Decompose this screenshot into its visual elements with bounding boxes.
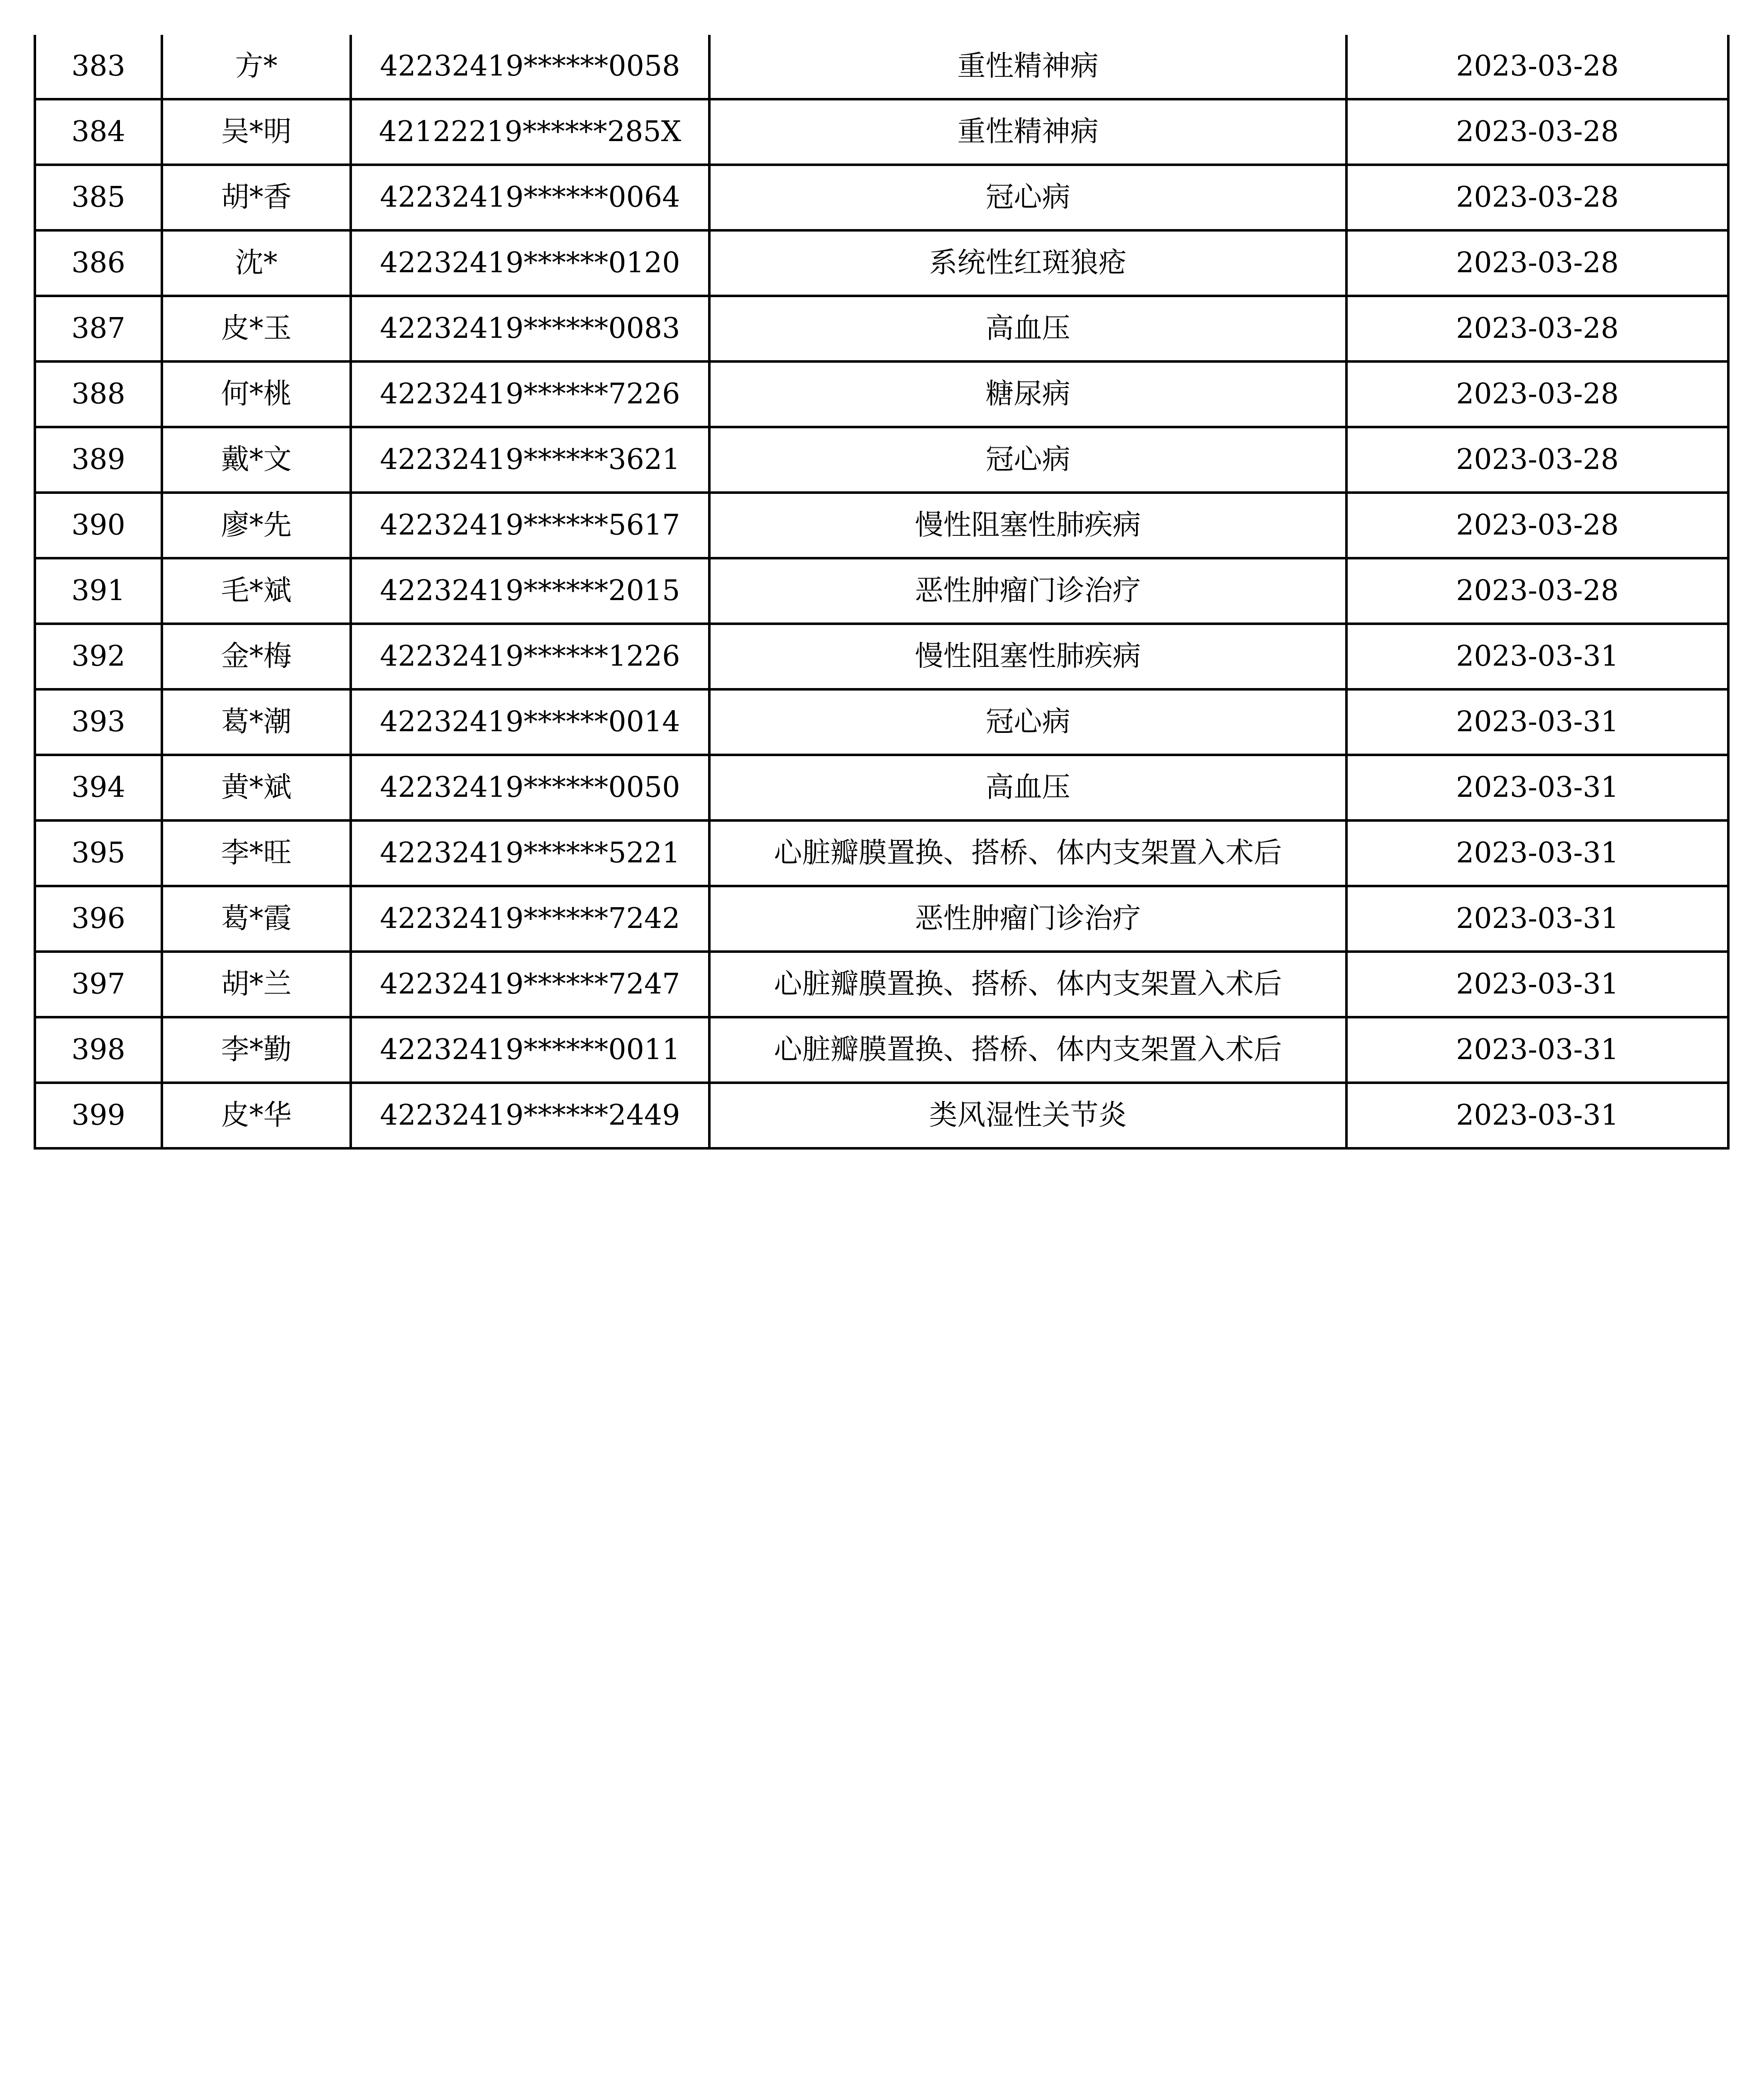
row-id-number-cell: 42232419******0064 — [351, 165, 709, 230]
records-table — [34, 35, 1730, 1150]
row-seq-cell: 397 — [35, 952, 162, 1017]
row-seq-cell: 393 — [35, 689, 162, 755]
table-row — [35, 493, 1728, 558]
table-row — [35, 624, 1728, 689]
row-name-cell: 葛*潮 — [162, 689, 351, 755]
row-id-number-cell: 42232419******7242 — [351, 886, 709, 952]
row-id-number-cell: 42232419******0120 — [351, 230, 709, 296]
row-seq-cell: 389 — [35, 427, 162, 493]
table-row — [35, 296, 1728, 361]
row-date-cell: 2023-03-28 — [1346, 493, 1728, 558]
row-seq-cell: 385 — [35, 165, 162, 230]
row-name-cell: 何*桃 — [162, 361, 351, 427]
row-date-cell: 2023-03-28 — [1346, 361, 1728, 427]
row-name-cell: 李*旺 — [162, 820, 351, 886]
table-row — [35, 820, 1728, 886]
table-row — [35, 427, 1728, 493]
row-disease-cell: 心脏瓣膜置换、搭桥、体内支架置入术后 — [709, 1017, 1346, 1083]
table-row — [35, 99, 1728, 165]
table-row — [35, 755, 1728, 820]
row-name-cell: 葛*霞 — [162, 886, 351, 952]
row-id-number-cell: 42232419******7226 — [351, 361, 709, 427]
table-row — [35, 1083, 1728, 1148]
row-name-cell: 方* — [162, 35, 351, 99]
row-name-cell: 戴*文 — [162, 427, 351, 493]
row-disease-cell: 高血压 — [709, 755, 1346, 820]
row-date-cell: 2023-03-31 — [1346, 952, 1728, 1017]
row-disease-cell: 恶性肿瘤门诊治疗 — [709, 558, 1346, 624]
row-id-number-cell: 42232419******3621 — [351, 427, 709, 493]
row-id-number-cell: 42232419******0014 — [351, 689, 709, 755]
row-id-number-cell: 42232419******2449 — [351, 1083, 709, 1148]
row-seq-cell: 395 — [35, 820, 162, 886]
row-id-number-cell: 42122219******285X — [351, 99, 709, 165]
row-name-cell: 沈* — [162, 230, 351, 296]
row-seq-cell: 386 — [35, 230, 162, 296]
table-row — [35, 230, 1728, 296]
row-name-cell: 皮*华 — [162, 1083, 351, 1148]
records-table-body — [35, 35, 1728, 1148]
table-row — [35, 558, 1728, 624]
row-disease-cell: 冠心病 — [709, 427, 1346, 493]
row-date-cell: 2023-03-28 — [1346, 99, 1728, 165]
row-id-number-cell: 42232419******0050 — [351, 755, 709, 820]
row-date-cell: 2023-03-31 — [1346, 1083, 1728, 1148]
table-row — [35, 165, 1728, 230]
row-disease-cell: 恶性肿瘤门诊治疗 — [709, 886, 1346, 952]
row-id-number-cell: 42232419******1226 — [351, 624, 709, 689]
row-seq-cell: 399 — [35, 1083, 162, 1148]
row-date-cell: 2023-03-31 — [1346, 820, 1728, 886]
row-disease-cell: 糖尿病 — [709, 361, 1346, 427]
row-id-number-cell: 42232419******0011 — [351, 1017, 709, 1083]
row-seq-cell: 394 — [35, 755, 162, 820]
row-disease-cell: 慢性阻塞性肺疾病 — [709, 493, 1346, 558]
row-date-cell: 2023-03-31 — [1346, 886, 1728, 952]
row-name-cell: 胡*兰 — [162, 952, 351, 1017]
row-id-number-cell: 42232419******2015 — [351, 558, 709, 624]
row-disease-cell: 重性精神病 — [709, 35, 1346, 99]
row-name-cell: 李*勤 — [162, 1017, 351, 1083]
row-date-cell: 2023-03-28 — [1346, 558, 1728, 624]
row-seq-cell: 384 — [35, 99, 162, 165]
row-disease-cell: 心脏瓣膜置换、搭桥、体内支架置入术后 — [709, 952, 1346, 1017]
row-seq-cell: 387 — [35, 296, 162, 361]
row-name-cell: 皮*玉 — [162, 296, 351, 361]
table-row — [35, 35, 1728, 99]
row-date-cell: 2023-03-28 — [1346, 165, 1728, 230]
row-name-cell: 毛*斌 — [162, 558, 351, 624]
row-seq-cell: 391 — [35, 558, 162, 624]
row-id-number-cell: 42232419******5617 — [351, 493, 709, 558]
row-id-number-cell: 42232419******0083 — [351, 296, 709, 361]
row-name-cell: 胡*香 — [162, 165, 351, 230]
row-date-cell: 2023-03-28 — [1346, 230, 1728, 296]
row-id-number-cell: 42232419******7247 — [351, 952, 709, 1017]
row-disease-cell: 系统性红斑狼疮 — [709, 230, 1346, 296]
row-seq-cell: 396 — [35, 886, 162, 952]
row-name-cell: 金*梅 — [162, 624, 351, 689]
row-seq-cell: 392 — [35, 624, 162, 689]
row-id-number-cell: 42232419******5221 — [351, 820, 709, 886]
table-row — [35, 886, 1728, 952]
row-seq-cell: 398 — [35, 1017, 162, 1083]
row-name-cell: 吴*明 — [162, 99, 351, 165]
row-name-cell: 黄*斌 — [162, 755, 351, 820]
row-date-cell: 2023-03-28 — [1346, 427, 1728, 493]
row-seq-cell: 388 — [35, 361, 162, 427]
table-row — [35, 952, 1728, 1017]
row-date-cell: 2023-03-28 — [1346, 296, 1728, 361]
row-disease-cell: 类风湿性关节炎 — [709, 1083, 1346, 1148]
row-disease-cell: 重性精神病 — [709, 99, 1346, 165]
row-date-cell: 2023-03-28 — [1346, 35, 1728, 99]
row-date-cell: 2023-03-31 — [1346, 755, 1728, 820]
row-disease-cell: 冠心病 — [709, 165, 1346, 230]
row-date-cell: 2023-03-31 — [1346, 1017, 1728, 1083]
table-row — [35, 1017, 1728, 1083]
row-disease-cell: 慢性阻塞性肺疾病 — [709, 624, 1346, 689]
row-disease-cell: 冠心病 — [709, 689, 1346, 755]
row-seq-cell: 383 — [35, 35, 162, 99]
table-row — [35, 689, 1728, 755]
row-id-number-cell: 42232419******0058 — [351, 35, 709, 99]
table-row — [35, 361, 1728, 427]
row-disease-cell: 高血压 — [709, 296, 1346, 361]
row-disease-cell: 心脏瓣膜置换、搭桥、体内支架置入术后 — [709, 820, 1346, 886]
row-seq-cell: 390 — [35, 493, 162, 558]
row-date-cell: 2023-03-31 — [1346, 689, 1728, 755]
row-name-cell: 廖*先 — [162, 493, 351, 558]
row-date-cell: 2023-03-31 — [1346, 624, 1728, 689]
